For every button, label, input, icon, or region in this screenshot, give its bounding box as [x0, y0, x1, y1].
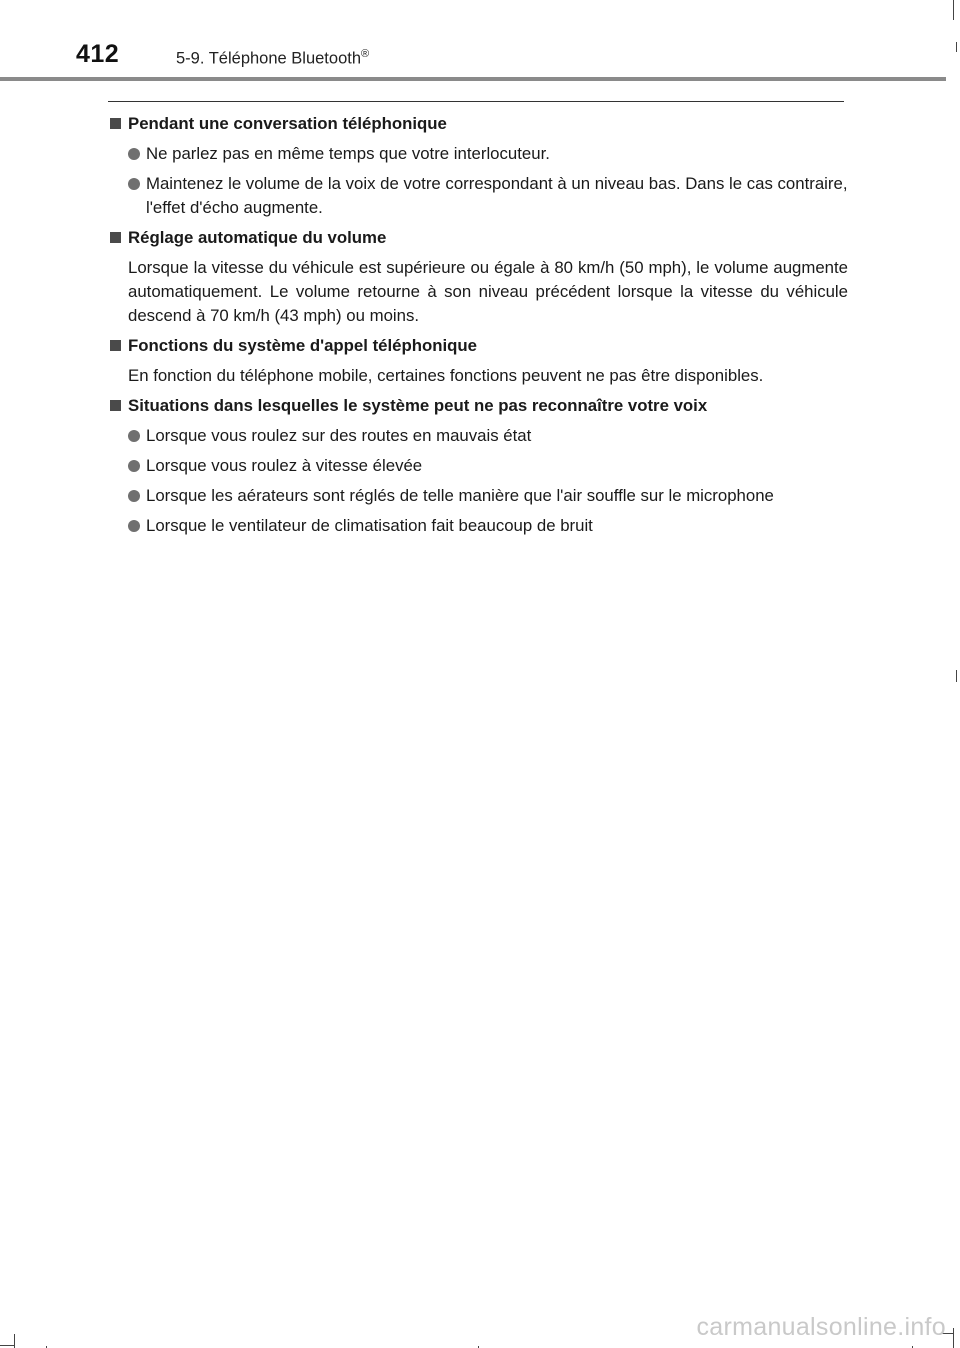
section-heading-volume: Réglage automatique du volume: [108, 226, 848, 250]
section-heading-voice-recognition: Situations dans lesquelles le système peut ne pas reconnaître votre voix: [108, 394, 848, 418]
paragraph-volume: Lorsque la vitesse du véhicule est supérieure ou égale à 80 km/h (50 mph), le volume augmente automatiquement. Le volume retourne à son niveau précédent lorsque la vitesse du véhicule descend à 70 km/h (43 mph) ou moins.: [128, 258, 848, 325]
crop-mark-right-middle: [956, 670, 957, 682]
crop-mark-right-upper: [956, 42, 957, 52]
square-bullet-icon: [110, 118, 121, 129]
header-rule: [0, 77, 946, 81]
page-content: [108, 112, 848, 538]
section-heading-functions: Fonctions du système d'appel téléphonique: [108, 334, 848, 358]
list-item: Lorsque vous roulez sur des routes en mauvais état: [108, 424, 848, 448]
circle-bullet-icon: [128, 148, 140, 160]
circle-bullet-icon: [128, 520, 140, 532]
section-title: 5-9. Téléphone Bluetooth®: [176, 48, 370, 68]
circle-bullet-icon: [128, 178, 140, 190]
section-heading-conversation: Pendant une conversation téléphonique: [108, 112, 848, 136]
page-header: [0, 0, 960, 82]
list-item: Lorsque le ventilateur de climatisation fait beaucoup de bruit: [108, 514, 848, 538]
list-item: Ne parlez pas en même temps que votre interlocuteur.: [108, 142, 848, 166]
page-number: 412: [76, 40, 120, 68]
square-bullet-icon: [110, 232, 121, 243]
paragraph-functions: En fonction du téléphone mobile, certaines fonctions peuvent ne pas être disponibles.: [128, 366, 764, 385]
crop-mark-top-right: [953, 0, 954, 20]
list-item: Maintenez le volume de la voix de votre correspondant à un niveau bas. Dans le cas contraire, l'effet d'écho augmente.: [108, 172, 848, 220]
crop-mark-bottom-left-h: [0, 1345, 15, 1346]
circle-bullet-icon: [128, 430, 140, 442]
crop-mark-bottom-right-v: [953, 1328, 954, 1348]
square-bullet-icon: [110, 400, 121, 411]
circle-bullet-icon: [128, 460, 140, 472]
list-item: Lorsque les aérateurs sont réglés de telle manière que l'air souffle sur le microphone: [108, 484, 848, 508]
registered-mark: ®: [361, 48, 370, 60]
circle-bullet-icon: [128, 490, 140, 502]
watermark-text: carmanualsonline.info: [696, 1313, 946, 1341]
content-top-rule: [108, 101, 844, 102]
list-item: Lorsque vous roulez à vitesse élevée: [108, 454, 848, 478]
square-bullet-icon: [110, 340, 121, 351]
